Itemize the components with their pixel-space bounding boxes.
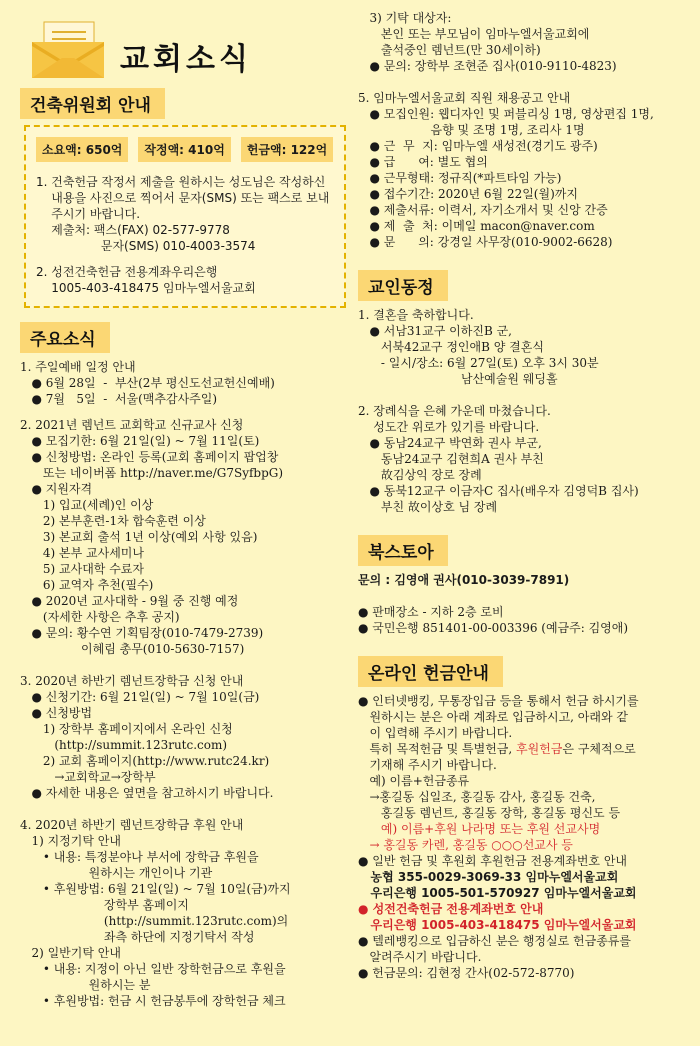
- books-contact: 문의 : 김영애 권사(010-3039-7891): [358, 573, 570, 587]
- section-heading-building: 건축위원회 안내: [20, 88, 165, 119]
- family-item-1: 1. 결혼을 축하합니다. ● 서남31교구 이하진B 군, 서북42교구 정인애B 양 결혼식 - 일시/장소: 6월 27일(토) 오후 3시 30분 남산예술원 웨딩홀: [358, 308, 599, 386]
- building-item-1: 1. 건축헌금 작정서 제출을 원하시는 성도님은 작성하신 내용을 사진으로 찍어서 문자(SMS) 또는 팩스로 보내 주시기 바랍니다. 제출처: 팩스(FAX) 02-577-9778 문자(SMS) 010-4003-3574: [36, 175, 330, 253]
- sponsor-example: 예) 이름+후원 나라명 또는 후원 선교사명: [358, 822, 601, 836]
- building-account: 우리은행 1005-403-418475 임마누엘서울교회: [358, 918, 637, 932]
- books-info: ● 판매장소 - 지하 2층 로비 ● 국민은행 851401-00-003396 (예금주: 김영애): [358, 605, 629, 635]
- amount-required: 소요액: 650억: [36, 137, 128, 162]
- left-column: [20, 14, 350, 1009]
- news-item-2: 2. 2021년 렘넌트 교회학교 신규교사 신청 ● 모집기한: 6월 21일(일) ~ 7월 11일(토) ● 신청방법: 온라인 등록(교회 홈페이지 팝업창 또는 네이버폼 http://naver.me/G7SyfbpG) ● 지원자격 1) 입교(세례)인 이상 2) 본부훈련-1차 합숙훈련 이상 3) 본교회 출석 1년 이상(예외 사항 있음) 4) 본부 교사세미나 5) 교사대학 수료자 6) 교역자 추천(필수) ● 2020년 교사대학 - 9월 중 진행 예정 (자세한 사항은 추후 공지) ● 문의: 황수연 기획팀장(010-7479-2739) 이혜림 총무(010-5630-7157): [20, 418, 284, 656]
- amount-donated: 헌금액: 122억: [241, 137, 333, 162]
- building-item-2: 2. 성전건축헌금 전용계좌우리은행 1005-403-418475 임마누엘서울교회: [36, 265, 256, 295]
- scholarship-continued: 3) 기탁 대상자: 본인 또는 부모님이 임마누엘서울교회에 출석중인 렘넌트(만 30세이하) ● 문의: 장학부 조현준 집사(010-9110-4823): [358, 11, 617, 73]
- amount-pledged: 작정액: 410억: [138, 137, 230, 162]
- amount-badges: [36, 137, 336, 162]
- offering-info: ● 인터넷뱅킹, 무통장입금 등을 통해서 헌금 하시기를 원하시는 분은 아래 계좌로 입금하시고, 아래와 같 이 입력해 주시기 바랍니다. 특히 목적헌금 및 특별헌금, 후원헌금은 구체적으로 기재해 주시기 바랍니다. 예) 이름+헌금종류 →홍길동 십일조, 홍길동 감사, 홍길동 건축, 홍길동 렘넌트, 홍길동 장학, 홍길동 평신도 등 예) 이름+후원 나라명 또는 후원 선교사명 → 홍길동 카렌, 홍길동 ○○○선교사 등 ● 일반 헌금 및 후원회 후원헌금 전용계좌번호 안내 농협 355-0029-3069-33 임마누엘서울교회 우리은행 1005-501-570927 임마누엘서울교회 ● 성전건축헌금 전용계좌번호 안내 우리은행 1005-403-418475 임마누엘서울교회 ● 텔레뱅킹으로 입금하신 분은 행정실로 헌금종류를 알려주시기 바랍니다. ● 헌금문의: 김현정 간사(02-572-8770): [358, 693, 688, 981]
- building-account-heading: ● 성전건축헌금 전용계좌번호 안내: [358, 902, 544, 916]
- job-posting: 5. 임마누엘서울교회 직원 채용공고 안내 ● 모집인원: 웹디자인 및 퍼블리싱 1명, 영상편집 1명, 음향 및 조명 1명, 조리사 1명 ● 근 무 지: 임마누엘 새성전(경기도 광주) ● 급 여: 별도 협의 ● 근무형태: 정규직(*파트타임 가능) ● 접수기간: 2020년 6월 22일(월)까지 ● 제출서류: 이력서, 자기소개서 및 신앙 간증 ● 제 출 처: 이메일 macon@naver.com ● 문 의: 강경일 사무장(010-9002-6628): [358, 91, 654, 249]
- account-nonghyup: 농협 355-0029-3069-33 임마누엘서울교회: [358, 870, 619, 884]
- envelope-icon: [28, 20, 108, 80]
- building-info-box: [24, 125, 346, 308]
- account-woori: 우리은행 1005-501-570927 임마누엘서울교회: [358, 886, 637, 900]
- news-item-3: 3. 2020년 하반기 렘넌트장학금 신청 안내 ● 신청기간: 6월 21일(일) ~ 7월 10일(금) ● 신청방법 1) 장학부 홈페이지에서 온라인 신청 (http://summit.123rutc.com) 2) 교회 홈페이지(http://www.rutc24.kr) →교회학교→장학부 ● 자세한 내용은 옆면을 참고하시기 바랍니다.: [20, 674, 274, 800]
- page-title: 교회소식: [120, 42, 252, 77]
- section-heading-family: 교인동정: [358, 270, 448, 301]
- family-item-2: 2. 장례식을 은혜 가운데 마쳤습니다. 성도간 위로가 있기를 바랍니다. ● 동남24교구 박연화 권사 부군, 동남24교구 김현희A 권사 부친 故김상익 장로 장례 ● 동북12교구 이금자C 집사(배우자 김영덕B 집사) 부친 故이상호 님 장례: [358, 404, 639, 514]
- sponsor-example-2: → 홍길동 카렌, 홍길동 ○○○선교사 등: [358, 838, 573, 852]
- news-item-1: 1. 주일예배 일정 안내 ● 6월 28일 - 부산(2부 평신도선교헌신예배) ● 7월 5일 - 서울(맥추감사주일): [20, 360, 275, 406]
- right-column: [358, 10, 688, 981]
- section-heading-news: 주요소식: [20, 322, 110, 353]
- news-item-4: 4. 2020년 하반기 렘넌트장학금 후원 안내 1) 지정기탁 안내 • 내용: 특정분야나 부서에 장학금 후원을 원하시는 개인이나 기관 • 후원방법: 6월 21일(일) ~ 7월 10일(금)까지 장학부 홈페이지 (http://summit.123rutc.com)의 좌측 하단에 지정기탁서 작성 2) 일반기탁 안내 • 내용: 지정이 아닌 일반 장학헌금으로 후원을 원하시는 분 • 후원방법: 헌금 시 헌금봉투에 장학헌금 체크: [20, 818, 291, 1008]
- title-row: [20, 14, 350, 84]
- section-heading-books: 북스토아: [358, 535, 448, 566]
- offering-special-line: 특히 목적헌금 및 특별헌금, 후원헌금은 구체적으로: [358, 742, 636, 756]
- section-heading-offering: 온라인 헌금안내: [358, 656, 503, 687]
